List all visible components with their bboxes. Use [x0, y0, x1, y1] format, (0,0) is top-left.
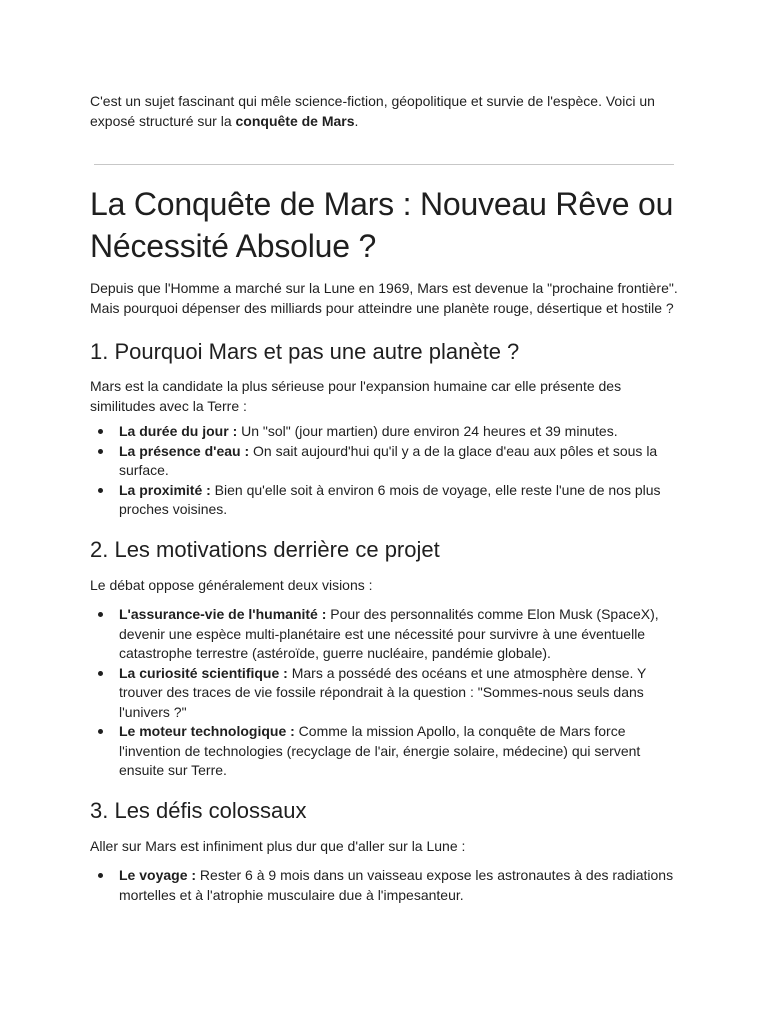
list-item-label: La proximité :: [119, 481, 211, 498]
lead-paragraph: Depuis que l'Homme a marché sur la Lune en 1969, Mars est devenue la "prochaine frontière". Mais pourquoi dépenser des milliards pour atteindre une planète rouge, désertique et hostile ?: [90, 280, 678, 316]
list-item-label: La curiosité scientifique :: [119, 664, 288, 681]
list-item-text: Un "sol" (jour martien) dure environ 24 heures et 39 minutes.: [237, 423, 618, 439]
section-1-intro: Mars est la candidate la plus sérieuse pour l'expansion humaine car elle présente des similitudes avec la Terre :: [90, 378, 622, 414]
intro-paragraph: [90, 92, 678, 131]
list-item-text: Rester 6 à 9 mois dans un vaisseau expose les astronautes à des radiations mortelles et à l'atrophie musculaire due à l'impesanteur.: [119, 867, 674, 903]
section-3-title: 3. Les défis colossaux: [90, 797, 307, 823]
section-2-title: 2. Les motivations derrière ce projet: [90, 536, 440, 562]
horizontal-divider: [94, 164, 674, 165]
list-item: [90, 866, 678, 905]
list-item: [90, 442, 678, 481]
list-item-text: Pour des personnalités comme Elon Musk (SpaceX), devenir une espèce multi-planétaire est une nécessité pour survivre à une éventuelle catastrophe terrestre (astéroïde, guerre nucléaire, pandémie globale).: [119, 606, 659, 661]
section-3-list: [90, 866, 678, 905]
document-page: [90, 92, 678, 905]
section-2-list: [90, 605, 678, 781]
list-item-label: Le voyage :: [119, 867, 197, 883]
section-3-intro: Aller sur Mars est infiniment plus dur que d'aller sur la Lune :: [90, 837, 466, 854]
list-item: [90, 722, 678, 781]
list-item-text: Bien qu'elle soit à environ 6 mois de voyage, elle reste l'une de nos plus proches voisines.: [119, 481, 661, 517]
document-title: La Conquête de Mars : Nouveau Rêve ou Nécessité Absolue ?: [90, 186, 674, 264]
section-1-title: 1. Pourquoi Mars et pas une autre planète ?: [90, 339, 520, 364]
section-1-list: [90, 422, 678, 520]
list-item-text: On sait aujourd'hui qu'il y a de la glace d'eau aux pôles et sous la surface.: [119, 442, 658, 478]
list-item-label: Le moteur technologique :: [119, 723, 295, 739]
intro-text: C'est un sujet fascinant qui mêle science-fiction, géopolitique et survie de l'espèce. Voici un exposé structuré sur la: [90, 93, 655, 129]
list-item-text: Comme la mission Apollo, la conquête de Mars force l'invention de technologies (recyclage de l'air, énergie solaire, médecine) qui servent ensuite sur Terre.: [119, 723, 641, 778]
list-item: [90, 605, 678, 664]
intro-text-end: .: [354, 112, 359, 129]
list-item-label: L'assurance-vie de l'humanité :: [119, 606, 327, 622]
list-item-text: Mars a possédé des océans et une atmosphère dense. Y trouver des traces de vie fossile répondrait à la question : "Sommes-nous seuls dans l'univers ?": [119, 664, 647, 720]
list-item-label: La durée du jour :: [119, 423, 238, 439]
list-item-label: La présence d'eau :: [119, 442, 250, 459]
intro-bold-text: conquête de Mars: [235, 112, 355, 129]
list-item: [90, 481, 678, 520]
section-2-intro: Le débat oppose généralement deux visions :: [90, 576, 373, 593]
list-item: [90, 664, 678, 723]
list-item: [90, 422, 678, 442]
